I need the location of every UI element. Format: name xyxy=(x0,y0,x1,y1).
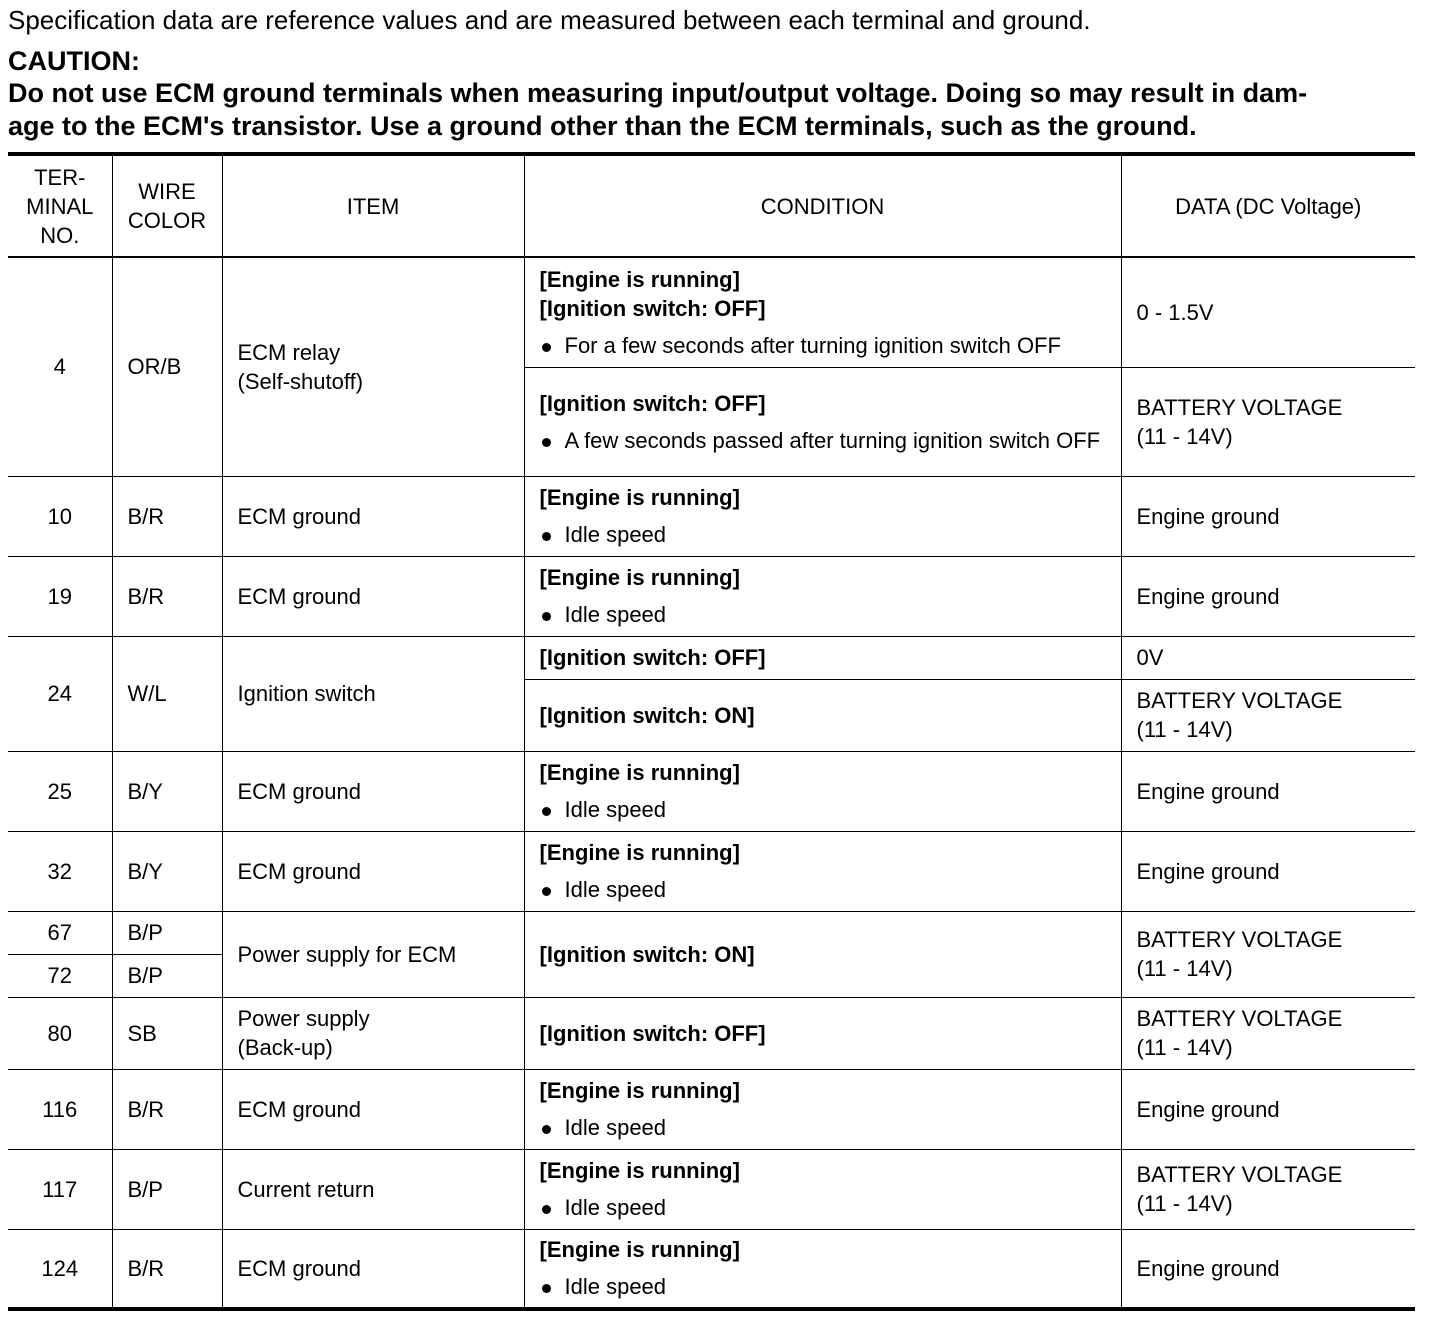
table-row xyxy=(8,1149,1415,1229)
condition-title: [Ignition switch: OFF] xyxy=(539,645,766,670)
condition-title: [Ignition switch: OFF] xyxy=(539,295,766,321)
condition-bullet-item xyxy=(540,795,1106,824)
item: ECM ground xyxy=(222,556,524,636)
condition-bullet-text: For a few seconds after turning ignition switch OFF xyxy=(564,332,1061,358)
caution-text xyxy=(8,77,1418,143)
wire-color: SB xyxy=(112,997,222,1069)
item-line: ECM relay xyxy=(237,339,341,365)
caution-title: CAUTION: xyxy=(8,46,140,76)
condition-bullet-text: Idle speed xyxy=(564,522,667,547)
header-terminal-line-2: MINAL xyxy=(26,193,94,219)
condition-title: [Ignition switch: ON] xyxy=(539,702,755,728)
data-value xyxy=(1121,1149,1415,1229)
condition xyxy=(524,997,1121,1069)
terminal-no: 67 xyxy=(8,911,112,954)
condition-bullet-item xyxy=(540,875,1106,904)
wire-color: B/P xyxy=(112,954,222,997)
condition xyxy=(524,1069,1121,1149)
data-value: Engine ground xyxy=(1121,556,1415,636)
intro-text: Specification data are reference values and are measured between each terminal and ground. xyxy=(8,5,1091,35)
condition xyxy=(524,1229,1121,1309)
condition-title: [Ignition switch: ON] xyxy=(539,941,755,967)
data-value xyxy=(1121,367,1415,476)
condition xyxy=(524,556,1121,636)
bullet-icon xyxy=(542,887,551,896)
condition-title: [Engine is running] xyxy=(539,760,740,785)
condition xyxy=(524,679,1121,751)
header-wire-line-2: COLOR xyxy=(127,208,207,233)
table-row xyxy=(8,831,1415,911)
bullet-icon xyxy=(542,438,551,447)
table-row xyxy=(8,1229,1415,1309)
table-row xyxy=(8,1069,1415,1149)
data-line: BATTERY VOLTAGE xyxy=(1136,1006,1343,1031)
condition-title: [Ignition switch: OFF] xyxy=(539,1020,766,1046)
condition-title: [Engine is running] xyxy=(539,1237,740,1263)
wire-color: B/P xyxy=(112,1149,222,1229)
data-value: Engine ground xyxy=(1121,831,1415,911)
header-terminal-line-3: NO. xyxy=(40,222,80,248)
condition-bullet-text: Idle speed xyxy=(564,797,667,822)
bullet-icon xyxy=(542,807,551,816)
terminal-no: 24 xyxy=(8,636,112,751)
condition xyxy=(524,831,1121,911)
terminal-no: 10 xyxy=(8,476,112,556)
header-condition: CONDITION xyxy=(524,154,1121,257)
bullet-icon xyxy=(542,612,551,621)
bullet-icon xyxy=(542,1125,551,1134)
wire-color: B/R xyxy=(112,1229,222,1309)
condition-title: [Engine is running] xyxy=(539,1078,740,1103)
data-value xyxy=(1121,997,1415,1069)
data-line: BATTERY VOLTAGE xyxy=(1136,394,1343,420)
wire-color: B/R xyxy=(112,556,222,636)
condition-bullet-item xyxy=(540,1113,1106,1142)
condition-title: [Engine is running] xyxy=(539,840,740,865)
terminal-no: 124 xyxy=(8,1229,112,1309)
table-row xyxy=(8,636,1415,679)
wire-color: B/Y xyxy=(112,751,222,831)
ecm-terminal-table xyxy=(8,152,1415,1311)
item: ECM ground xyxy=(222,476,524,556)
condition-title: [Ignition switch: OFF] xyxy=(539,390,766,416)
terminal-no: 25 xyxy=(8,751,112,831)
condition-bullet-item xyxy=(540,520,1106,549)
condition xyxy=(524,476,1121,556)
condition-bullet-item xyxy=(540,600,1106,629)
condition-bullet-text: Idle speed xyxy=(564,602,667,627)
condition-bullet-text: Idle speed xyxy=(564,1274,667,1300)
table-row xyxy=(8,751,1415,831)
data-value: Engine ground xyxy=(1121,1069,1415,1149)
data-value: Engine ground xyxy=(1121,751,1415,831)
condition xyxy=(524,1149,1121,1229)
data-line: (11 - 14V) xyxy=(1136,423,1233,449)
item-line: (Self-shutoff) xyxy=(237,368,364,394)
data-line: (11 - 14V) xyxy=(1136,717,1233,742)
table-row xyxy=(8,476,1415,556)
item xyxy=(222,257,524,476)
condition-bullet-text: A few seconds passed after turning ignition switch OFF xyxy=(564,427,1101,453)
item: Power supply for ECM xyxy=(222,911,524,997)
data-value: Engine ground xyxy=(1121,476,1415,556)
terminal-no: 116 xyxy=(8,1069,112,1149)
data-line: BATTERY VOLTAGE xyxy=(1136,927,1343,952)
terminal-no: 32 xyxy=(8,831,112,911)
bullet-icon xyxy=(542,1284,551,1293)
condition-bullet-text: Idle speed xyxy=(564,877,667,902)
data-value: 0V xyxy=(1121,636,1415,679)
data-value: 0 - 1.5V xyxy=(1121,257,1415,367)
condition xyxy=(524,636,1121,679)
table-row xyxy=(8,997,1415,1069)
condition-bullet-item xyxy=(540,331,1106,360)
terminal-no: 19 xyxy=(8,556,112,636)
bullet-icon xyxy=(542,1205,551,1214)
table-row xyxy=(8,556,1415,636)
terminal-no: 80 xyxy=(8,997,112,1069)
table-row xyxy=(8,911,1415,954)
condition-bullet-text: Idle speed xyxy=(564,1115,667,1140)
condition xyxy=(524,751,1121,831)
condition-title: [Engine is running] xyxy=(539,266,740,292)
header-data: DATA (DC Voltage) xyxy=(1121,154,1415,257)
item-line: (Back-up) xyxy=(237,1035,333,1060)
bullet-icon xyxy=(542,532,551,541)
item: ECM ground xyxy=(222,1069,524,1149)
condition-title: [Engine is running] xyxy=(539,485,740,510)
wire-color: OR/B xyxy=(112,257,222,476)
condition xyxy=(524,367,1121,476)
caution-line-2: age to the ECM's transistor. Use a ground other than the ECM terminals, such as the ground. xyxy=(8,111,1197,141)
wire-color: B/P xyxy=(112,911,222,954)
item: Current return xyxy=(222,1149,524,1229)
terminal-no: 4 xyxy=(8,257,112,476)
condition-bullet-item xyxy=(540,426,1106,455)
header-terminal-no xyxy=(8,154,112,257)
wire-color: B/R xyxy=(112,1069,222,1149)
bullet-icon xyxy=(542,343,551,352)
condition-bullet-item xyxy=(540,1193,1106,1222)
wire-color: W/L xyxy=(112,636,222,751)
terminal-no: 72 xyxy=(8,954,112,997)
header-wire-color xyxy=(112,154,222,257)
item-line: Power supply xyxy=(237,1006,370,1031)
data-value xyxy=(1121,679,1415,751)
wire-color: B/R xyxy=(112,476,222,556)
item: Ignition switch xyxy=(222,636,524,751)
data-line: BATTERY VOLTAGE xyxy=(1136,1162,1343,1187)
data-line: BATTERY VOLTAGE xyxy=(1136,688,1343,713)
item: ECM ground xyxy=(222,1229,524,1309)
condition-bullet-text: Idle speed xyxy=(564,1195,667,1220)
item: ECM ground xyxy=(222,751,524,831)
header-row xyxy=(8,154,1415,257)
data-line: (11 - 14V) xyxy=(1136,1035,1233,1060)
item xyxy=(222,997,524,1069)
condition-title: [Engine is running] xyxy=(539,1158,740,1183)
header-item: ITEM xyxy=(222,154,524,257)
terminal-no: 117 xyxy=(8,1149,112,1229)
condition-title: [Engine is running] xyxy=(539,565,740,590)
data-line: (11 - 14V) xyxy=(1136,956,1233,981)
data-value xyxy=(1121,911,1415,997)
condition xyxy=(524,911,1121,997)
data-line: (11 - 14V) xyxy=(1136,1191,1233,1216)
item: ECM ground xyxy=(222,831,524,911)
condition xyxy=(524,257,1121,367)
data-value: Engine ground xyxy=(1121,1229,1415,1309)
caution-line-1: Do not use ECM ground terminals when measuring input/output voltage. Doing so may result in dam- xyxy=(8,78,1308,108)
header-wire-line-1: WIRE xyxy=(138,179,196,204)
wire-color: B/Y xyxy=(112,831,222,911)
table-row xyxy=(8,257,1415,367)
condition-bullet-item xyxy=(540,1272,1106,1301)
header-terminal-line-1: TER- xyxy=(34,164,86,190)
